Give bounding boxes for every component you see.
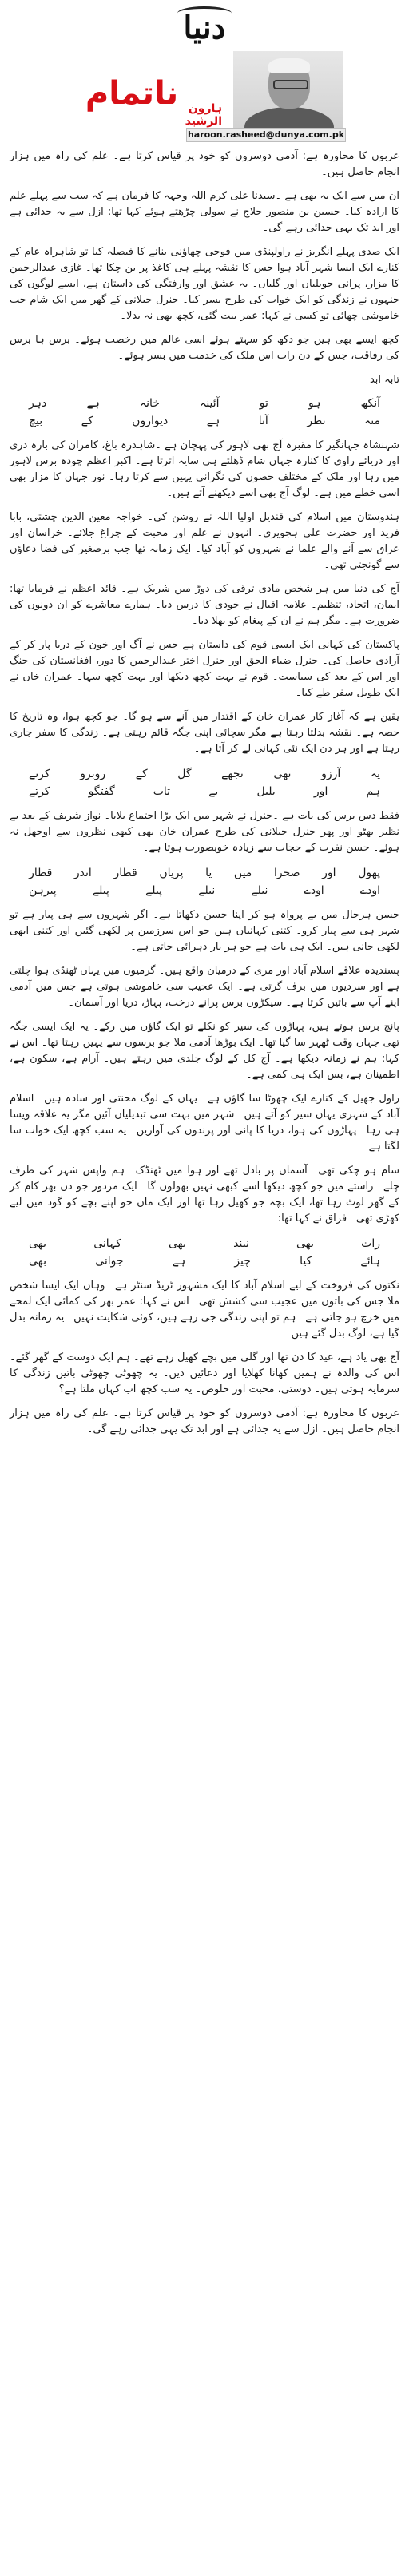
article-paragraph: فقط دس برس کی بات ہے ۔جنرل نے شہر میں ایک بڑا اجتماع بلایا۔ نواز شریف کے بعد بے نظیر بھٹو اور پھر جنرل جیلانی کی طرح عمران خان بھی کبھی نظروں سے اوجھل نہ ہوئے۔ حسن نفرت کے حجاب سے زیادہ خوبصورت ہوتا ہے۔: [10, 810, 399, 854]
author-email[interactable]: haroon.rasheed@dunya.com.pk: [186, 128, 346, 142]
newspaper-logo-text: دنیا: [183, 9, 226, 46]
verse-word: کے: [81, 415, 93, 427]
verse-word: منہ: [364, 415, 380, 427]
article-paragraph: پانچ برس ہوتے ہیں، پہاڑوں کی سیر کو نکلے تو ایک گاؤں میں رکے۔ یہ ایک ایسی جگہ تھی جہاں وقت ٹھہر سا گیا تھا۔ ایک بوڑھا آدمی ملا جو برسوں سے یہیں رہتا تھا۔ اس نے کہا: ہم نے زمانہ دیکھا ہے۔ آج کل کے لوگ جلدی میں رہتے ہیں۔ آرام ہے، سکون ہے، اطمینان ہے، بس ایک ہی کمی ہے۔: [10, 1021, 399, 1081]
verse-word: پریاں: [159, 867, 184, 879]
verse-line: [10, 1235, 399, 1252]
article-paragraph: حسن ہرحال میں بے پرواہ ہو کر اپنا حسن دکھاتا ہے۔ اگر شہروں سے ہی پیار ہے تو شہر ہی سے پیار کرو۔ کتنی کہانیاں ہیں جو اس سرزمین پر لکھی گئیں اور کتنی ابھی لکھی جانی ہیں۔ ایک ہی بات ہے جو ہر بار دہرائی جاتی ہے۔: [10, 909, 399, 953]
verse-word: خانہ: [139, 397, 160, 410]
author-name: ہارون الرشید: [185, 102, 222, 128]
verse-word: تھی: [273, 768, 292, 780]
verse-line: [10, 783, 399, 800]
verse-word: بیچ: [29, 415, 43, 427]
verse-word: نظر: [307, 415, 326, 427]
verse-word: یا: [205, 867, 212, 879]
verse-word: رات: [361, 1237, 380, 1250]
verse-word: پھول: [358, 867, 380, 879]
verse-word: آئینہ: [200, 397, 220, 410]
verse-word: تاب: [153, 785, 171, 798]
verse-word: آرزو: [321, 768, 341, 780]
verse-word: نیلے: [251, 884, 268, 897]
column-header: [0, 0, 409, 142]
verse-word: قطار: [29, 867, 53, 879]
article-paragraph: عربوں کا محاورہ ہے: آدمی دوسروں کو خود پر قیاس کرتا ہے۔ علم کی راہ میں ہزار انجام حاصل ہیں۔: [10, 150, 399, 178]
verse-word: صحرا: [273, 867, 300, 879]
verse-word: آنکھ: [360, 397, 380, 410]
article-paragraph: ہندوستان میں اسلام کی قندیل اولیا اللہ نے روشن کی۔ خواجہ معین الدین چشتی، بابا فرید اور حضرت علی ہجویری۔ انہوں نے علم اور محبت کے چراغ جلائے۔ خراسان اور عراق سے آنے والے علما نے شہروں کو آباد کیا۔ ایک زمانہ تھا جب برصغیر کی فضا دعاؤں سے گونجتی تھی۔: [10, 511, 399, 571]
article-body: [10, 149, 399, 1446]
verse-word: پیرہن: [29, 884, 57, 897]
article-paragraph: ایک صدی پہلے انگریز نے راولپنڈی میں فوجی چھاؤنی بنانے کا فیصلہ کیا تو شاہراہ عام کے کنارے ایک ایسا شہر آباد ہوا جس کا نقشہ پہلے ہی کاغذ پر بن چکا تھا۔ غازی عبدالرحمن کا مزار، پرانی حویلیاں اور گلیاں۔ یہ عشق اور وارفتگی کی داستان ہے، ایسے لوگوں کی جنہوں نے زندگی کو ایک خواب کی طرح بسر کیا۔ جنرل جیلانی کے گھر میں ایک شام جب خاموشی چھائی تو کسی نے کہا: عمر بیت گئی، کچھ بھی نہ بدلا۔: [10, 246, 399, 322]
portrait-hair: [268, 58, 310, 73]
article-paragraph: شام ہو چکی تھی ۔آسمان پر بادل تھے اور ہوا میں ٹھنڈک۔ ہم واپس شہر کی طرف چلے۔ راستے میں جو کچھ دیکھا اسے کبھی نہیں بھولوں گا۔ ایک مزدور جو دن بھر کام کر کے گھر لوٹ رہا تھا، ایک بچہ جو کھیل رہا تھا اور ایک ماں جو اپنے بچے کو گود میں لیے کھڑی تھی۔ فراق نے کہا تھا:: [10, 1165, 399, 1224]
article-paragraph: کچھ ایسے بھی ہیں جو دکھ کو سہتے ہوئے اسی عالم میں رخصت ہوئے۔ برس ہا برس کی رفاقت، جس کے دن رات اس ملک کی خدمت میں بسر ہوئے۔: [10, 334, 399, 362]
verse-word: دیواروں: [132, 415, 169, 427]
verse-word: بھی: [296, 1237, 315, 1250]
verse-couplet-2: [10, 765, 399, 800]
article-subheading: تابہ ابد: [369, 374, 399, 386]
verse-line: [10, 1252, 399, 1270]
verse-word: ہے: [172, 1255, 186, 1268]
article-paragraph: آج بھی یاد ہے، عید کا دن تھا اور گلی میں بچے کھیل رہے تھے۔ ہم ایک دوست کے گھر گئے۔ اس کی والدہ نے ہمیں کھانا کھلایا اور دعائیں دیں۔ یہ چھوٹی چھوٹی باتیں زندگی کا سرمایہ ہوتی ہیں۔ دوستی، محبت اور خلوص۔ یہ سب کچھ اب کہاں ملتا ہے؟: [10, 1352, 399, 1395]
article-section-c: [10, 808, 399, 856]
verse-couplet-3: [10, 864, 399, 899]
article-paragraph: عربوں کا محاورہ ہے: آدمی دوسروں کو خود پر قیاس کرتا ہے۔ علم کی راہ میں ہزار انجام حاصل ہیں۔ ازل سے یہ جدائی ہے اور ابد تک یہی جدائی رہے گی۔: [10, 1407, 399, 1435]
verse-couplet-1: [10, 395, 399, 430]
verse-word: تو: [259, 397, 268, 410]
verse-line: [10, 412, 399, 430]
verse-word: کیا: [300, 1255, 312, 1268]
article-paragraph: یقین ہے کہ آغاز کار عمران خان کے اقتدار میں آنے سے ہو گا۔ جو کچھ ہوا، وہ تاریخ کا حصہ ہے۔ نقشہ بدلتا رہتا ہے مگر سچائی اپنی جگہ قائم رہتی ہے۔ زندگی کا سفر جاری رہتا ہے اور ہر دن ایک نئی کہانی لے کر آتا ہے۔: [10, 711, 399, 755]
verse-word: تجھے: [221, 768, 244, 780]
verse-word: بھی: [29, 1237, 47, 1250]
verse-word: کہانی: [93, 1237, 121, 1250]
verse-word: ہے: [206, 415, 220, 427]
verse-word: ہو: [308, 397, 321, 410]
article-paragraph: راول جھیل کے کنارے ایک چھوٹا سا گاؤں ہے۔ یہاں کے لوگ محنتی اور سادہ ہیں۔ اسلام آباد کے شہری یہاں سیر کو آتے ہیں۔ شہر میں بہت سی تبدیلیاں آئیں مگر یہ علاقہ ویسا ہی رہا۔ پہاڑوں کی ہوا، دریا کا پانی اور پرندوں کی آوازیں۔ یہ سب کچھ ایک خواب سا لگتا ہے۔: [10, 1093, 399, 1153]
verse-word: قطار: [113, 867, 137, 879]
verse-line: [10, 765, 399, 783]
verse-word: اور: [313, 785, 328, 798]
verse-word: اودے: [359, 884, 380, 897]
article-paragraph: پسندیدہ علاقے اسلام آباد اور مری کے درمیان واقع ہیں۔ گرمیوں میں یہاں ٹھنڈی ہوا چلتی ہے اور سردیوں میں برف گرتی ہے۔ ایک عجیب سی خاموشی ہوتی ہے جس میں آدمی اپنے آپ سے باتیں کرتا ہے۔ سیکڑوں برس پرانے درخت، پہاڑ، دریا اور آسمان۔: [10, 965, 399, 1009]
verse-word: کے: [135, 768, 148, 780]
article-section-b: [10, 438, 399, 757]
author-portrait: [233, 51, 343, 137]
verse-word: میں: [233, 867, 252, 879]
newspaper-logo[interactable]: [171, 5, 238, 51]
verse-word: گل: [177, 768, 192, 780]
verse-word: ہم: [366, 785, 380, 798]
verse-word: بھی: [29, 1255, 47, 1268]
verse-word: اودے: [304, 884, 324, 897]
verse-word: آتا: [258, 415, 268, 427]
verse-word: روبرو: [80, 768, 106, 780]
column-title: ناتمام: [85, 75, 179, 112]
verse-line: [10, 395, 399, 412]
verse-word: پیلے: [145, 884, 163, 897]
verse-word: کرتے: [29, 768, 50, 780]
verse-word: چیز: [234, 1255, 251, 1268]
verse-word: یہ: [370, 768, 380, 780]
verse-word: پیلے: [92, 884, 109, 897]
verse-couplet-4: [10, 1235, 399, 1270]
article-paragraph: آج کی دنیا میں ہر شخص مادی ترقی کی دوڑ میں شریک ہے۔ قائد اعظم نے فرمایا تھا: ایمان، اتحاد، تنظیم۔ علامہ اقبال نے خودی کا درس دیا۔ ہمارے معاشرے کو ان دونوں کی ضرورت ہے۔ مگر ہم نے ان کے پیغام کو بھلا دیا۔: [10, 583, 399, 627]
article-paragraph: ان میں سے ایک یہ بھی ہے ۔سیدنا علی کرم اللہ وجہہ کا فرمان ہے کہ سب سے پہلے علم کا ارادہ کیا۔ حسین بن منصور حلاج نے سولی چڑھتے ہوئے کہا تھا: ازل سے یہ جدائی ہے اور ابد تک یہی جدائی رہے گی۔: [10, 190, 399, 234]
article-paragraph: نکتوں کی فروخت کے لیے اسلام آباد کا ایک مشہور ٹریڈ سنٹر ہے۔ وہاں ایک ایسا شخص ملا جس کی باتوں میں عجیب سی کشش تھی۔ اس نے کہا: عمر بھر کی کمائی ایک لمحے میں خرچ ہو جاتی ہے۔ ہم تو اپنی زندگی جی رہے ہیں، کوئی شکایت نہیں۔ یہ زمانہ بدل گیا ہے، لوگ بدل گئے ہیں۔: [10, 1280, 399, 1340]
verse-word: نیلے: [198, 884, 216, 897]
article-section-a: [10, 149, 399, 364]
verse-word: اور: [322, 867, 336, 879]
verse-word: گفتگو: [88, 785, 115, 798]
article-paragraph: پاکستان کی کہانی ایک ایسی قوم کی داستان ہے جس نے آگ اور خون کے دریا پار کر کے آزادی حاصل کی۔ جنرل ضیاء الحق اور جنرل اختر عبدالرحمن کا دور، افغانستان کی جنگ اور اس کے بعد کی سیاست۔ قوم نے بہت کچھ دیکھا اور بہت کچھ سہا۔ عمران خان نے ایک طویل سفر طے کیا۔: [10, 639, 399, 699]
verse-word: ہے: [86, 397, 100, 410]
verse-word: اندر: [73, 867, 92, 879]
verse-word: کرتے: [29, 785, 50, 798]
verse-word: بے: [208, 785, 219, 798]
verse-word: نیند: [233, 1237, 249, 1250]
verse-word: بھی: [169, 1237, 187, 1250]
logo-swoosh-icon: [177, 6, 232, 20]
verse-word: بلبل: [256, 785, 276, 798]
article-section-e: [10, 1278, 399, 1438]
verse-word: ہائے: [360, 1255, 380, 1268]
verse-line: [10, 882, 399, 899]
portrait-glasses: [273, 80, 308, 89]
verse-line: [10, 864, 399, 882]
verse-word: جوانی: [95, 1255, 124, 1268]
article-section-d: [10, 907, 399, 1227]
verse-word: دہر: [29, 397, 47, 410]
article-paragraph: شہنشاہ جہانگیر کا مقبرہ آج بھی لاہور کی پہچان ہے ۔شاہدرہ باغ، کامران کی بارہ دری اور دریائے راوی کا کنارہ جہاں شام ڈھلتے ہی سایہ اترتا ہے۔ اکبر اعظم چودہ برس لاہور میں رہا اور ملک کے مختلف حصوں کی نگرانی یہیں سے کرتا رہا۔ نور جہاں کا مزار بھی اسی خطے میں ہے۔ لوگ آج بھی اسے دیکھنے آتے ہیں۔: [10, 439, 399, 499]
